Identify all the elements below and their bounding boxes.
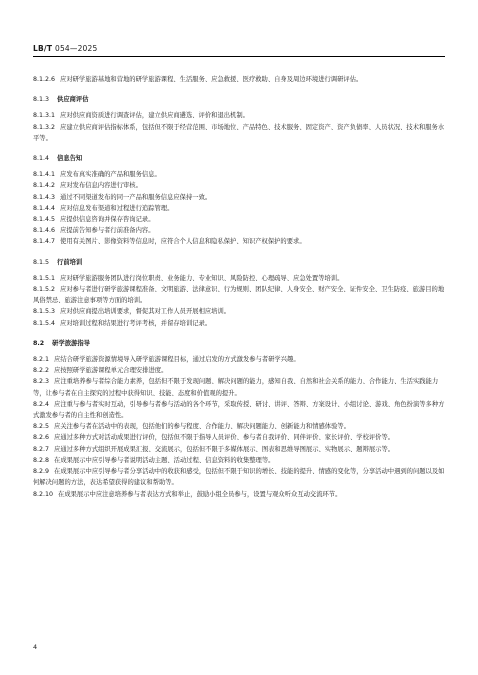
clause-number: 8.2.7 bbox=[33, 445, 50, 453]
clause-text: 应通过多种方式对活动成果进行评价，包括但不限于指导人员评价、参与者自我评价、同伴评价、家长评价、学校评价等。 bbox=[54, 434, 395, 442]
clause-8-1-5-4 bbox=[33, 318, 445, 329]
clause-number: 8.1.5.2 bbox=[33, 286, 56, 294]
clause-8-2-3 bbox=[33, 376, 445, 398]
clause-8-2-4 bbox=[33, 399, 445, 421]
heading-title: 行前培训 bbox=[57, 258, 83, 266]
clause-text: 在成果展示中应引导参与者说明活动主题、活动过程、信息资料的收集整理等。 bbox=[54, 456, 275, 464]
clause-text: 使用有关图片、影像资料等信息时，应符合个人信息和隐私保护、知识产权保护的要求。 bbox=[60, 238, 306, 246]
clause-text: 应对信息发布渠道和过程进行追踪管理。 bbox=[60, 204, 174, 212]
clause-number: 8.2.9 bbox=[33, 468, 50, 476]
document-body bbox=[33, 74, 445, 500]
clause-text: 应提供信息咨询并保存咨询记录。 bbox=[60, 216, 155, 224]
clause-number: 8.1.5.1 bbox=[33, 274, 56, 282]
clause-number: 8.2.8 bbox=[33, 456, 50, 464]
clause-8-1-4-3 bbox=[33, 192, 445, 203]
clause-number: 8.1.4.5 bbox=[33, 216, 56, 224]
heading-number: 8.1.4 bbox=[33, 155, 50, 163]
clause-8-2-6 bbox=[33, 432, 445, 443]
clause-text: 应对发布信息内容进行审核。 bbox=[60, 182, 142, 190]
clause-8-1-4-5 bbox=[33, 214, 445, 225]
section-heading-8-1-4 bbox=[33, 153, 445, 164]
clause-text: 应对参与者进行研学旅游课程准备、文明旅游、法律意识、行为规则、团队纪律、人身安全、财产安全、证件安全、卫生防疫、旅游目的地风俗禁忌、旅游注意事项等方面的培训。 bbox=[33, 286, 445, 305]
clause-number: 8.2.10 bbox=[33, 490, 54, 498]
clause-text: 应对研学旅游基地和营地的研学旅游课程、生活服务、应急救援、医疗救助、自身及周边环境进行调研评估。 bbox=[60, 76, 363, 83]
section-heading-8-2 bbox=[33, 338, 445, 349]
clause-number: 8.2.1 bbox=[33, 356, 50, 364]
clause-8-1-3-2 bbox=[33, 122, 445, 144]
clause-8-2-7 bbox=[33, 444, 445, 455]
clause-8-1-3-1 bbox=[33, 110, 445, 121]
clause-text: 应对供应商资质进行调查评估，建立供应商遴选、评价和退出机制。 bbox=[60, 112, 249, 120]
clause-text: 应通过多种方式组织开展成果汇报、交流展示，包括但不限于多媒体展示、图表和思维导图展示、实物展示、题辩展示等。 bbox=[54, 445, 395, 453]
clause-text: 应对研学旅游服务团队进行岗位职责、业务能力、专业知识、风险防控、心理疏导、应急处置等培训。 bbox=[60, 274, 344, 282]
clause-number: 8.1.4.7 bbox=[33, 238, 56, 246]
clause-8-1-2-6 bbox=[33, 74, 445, 85]
clause-text: 在成果展示中应引导参与者分享活动中的收获和感受，包括但不限于知识的增长、技能的提升、情感的变化等，分享活动中遇到的问题以及如何解决问题的方法，表达希望获得的建议和帮助等。 bbox=[33, 468, 445, 487]
clause-number: 8.2.6 bbox=[33, 434, 50, 442]
clause-number: 8.1.3.2 bbox=[33, 123, 56, 131]
heading-number: 8.1.3 bbox=[33, 96, 50, 104]
clause-number: 8.1.2.6 bbox=[33, 76, 56, 83]
clause-8-2-8 bbox=[33, 455, 445, 466]
clause-number: 8.1.4.4 bbox=[33, 204, 56, 212]
heading-title: 信息告知 bbox=[57, 155, 83, 163]
clause-text: 应结合研学旅游资源情境导入研学旅游课程目标，通过启发的方式激发参与者研学兴趣。 bbox=[54, 356, 300, 364]
section-heading-8-1-5 bbox=[33, 257, 445, 268]
clause-8-1-4-1 bbox=[33, 169, 445, 180]
clause-8-1-4-7 bbox=[33, 236, 445, 247]
clause-number: 8.1.5.3 bbox=[33, 308, 56, 316]
standard-prefix: LB/T bbox=[33, 44, 53, 53]
clause-number: 8.1.4.1 bbox=[33, 171, 56, 179]
header-rule bbox=[33, 56, 445, 57]
clause-text: 应提前告知参与者行前准备内容。 bbox=[60, 227, 155, 235]
clause-text: 应关注参与者在活动中的表现，包括他们的参与程度、合作能力、解决问题能力、创新能力和情感体验等。 bbox=[54, 423, 350, 431]
clause-8-1-4-6 bbox=[33, 225, 445, 236]
clause-text: 在成果展示中应注意培养参与者表达方式和举止，鼓励小组全员参与，设置与观众听众互动交流环节。 bbox=[58, 490, 342, 498]
clause-text: 应建立供应商评估指标体系，包括但不限于经营范围、市场地位、产品特色、技术服务、固定资产、资产负债率、人员状况、技术和服务水平等。 bbox=[33, 123, 445, 142]
clause-8-2-1 bbox=[33, 354, 445, 365]
clause-8-2-2 bbox=[33, 365, 445, 376]
section-heading-8-1-3 bbox=[33, 94, 445, 105]
standard-number: 054—2025 bbox=[54, 44, 98, 53]
standard-code bbox=[33, 44, 97, 53]
clause-number: 8.2.2 bbox=[33, 367, 50, 375]
clause-number: 8.1.5.4 bbox=[33, 319, 56, 327]
heading-title: 供应商评估 bbox=[57, 96, 89, 104]
clause-number: 8.2.4 bbox=[33, 400, 50, 408]
clause-8-1-4-2 bbox=[33, 180, 445, 191]
clause-number: 8.1.3.1 bbox=[33, 112, 56, 120]
clause-8-1-5-1 bbox=[33, 273, 445, 284]
heading-title: 研学旅游指导 bbox=[52, 339, 90, 347]
clause-text: 应注重与参与者实时互动，引导参与者参与活动的各个环节，采取传授、研讨、讲评、答辩、方案设计、小组讨论、游戏、角色扮演等多种方式激发参与者的自主性和创造性。 bbox=[33, 400, 445, 420]
clause-number: 8.1.4.2 bbox=[33, 182, 56, 190]
clause-8-1-5-2 bbox=[33, 284, 445, 306]
clause-number: 8.1.4.6 bbox=[33, 227, 56, 235]
heading-number: 8.1.5 bbox=[33, 258, 50, 266]
clause-text: 应对培训过程和结果进行考评考核，并留存培训记录。 bbox=[60, 319, 212, 327]
clause-text: 应注重培养参与者综合能力素养，包括但不限于发现问题、解决问题的能力，感知自我、自然和社会关系的能力、合作能力、生活实践能力等，让参与者在自主探究的过程中获得知识、技能、态度和价值观的提升。 bbox=[33, 378, 439, 397]
clause-8-1-4-4 bbox=[33, 203, 445, 214]
clause-text: 通过不同渠道发布的同一产品和服务信息应保持一致。 bbox=[60, 193, 212, 201]
clause-text: 应对供应商提出培训要求，督促其对工作人员开展相应培训。 bbox=[60, 308, 231, 316]
clause-number: 8.1.4.3 bbox=[33, 193, 56, 201]
clause-text: 应发布真实准确的产品和服务信息。 bbox=[60, 171, 161, 179]
clause-8-2-10 bbox=[33, 489, 445, 500]
clause-8-2-9 bbox=[33, 466, 445, 488]
clause-8-1-5-3 bbox=[33, 306, 445, 317]
heading-number: 8.2 bbox=[33, 339, 45, 347]
clause-number: 8.2.5 bbox=[33, 423, 50, 431]
clause-8-2-5 bbox=[33, 421, 445, 432]
page-number: 4 bbox=[33, 643, 38, 651]
clause-number: 8.2.3 bbox=[33, 378, 50, 386]
clause-text: 应按照研学旅游课程单元合理安排进度。 bbox=[54, 367, 168, 375]
